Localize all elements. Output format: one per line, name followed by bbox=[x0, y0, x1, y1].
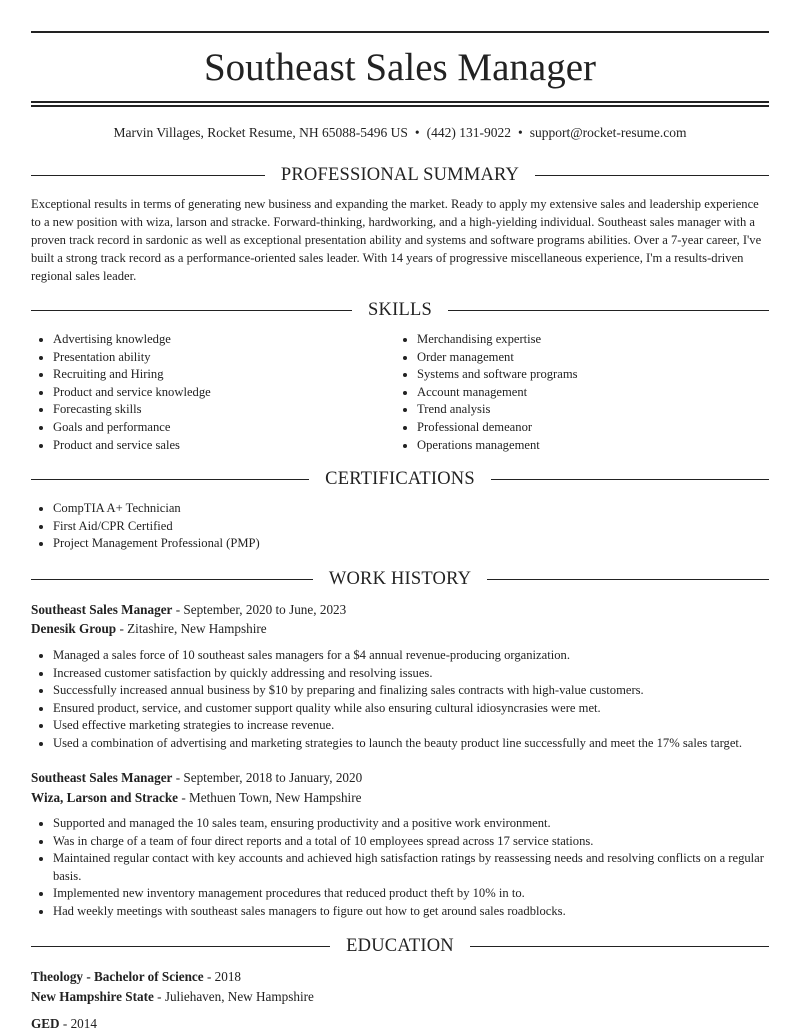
divider bbox=[31, 175, 265, 176]
job-title-line bbox=[31, 769, 769, 787]
skills-list-left bbox=[31, 331, 393, 454]
education-degree-line bbox=[31, 968, 769, 986]
resume-title: Southeast Sales Manager bbox=[203, 46, 597, 89]
job-dates: - September, 2018 to January, 2020 bbox=[172, 770, 363, 785]
title-rule-upper bbox=[31, 101, 769, 103]
title-rule-lower bbox=[31, 105, 769, 107]
job-company-line bbox=[31, 620, 769, 638]
divider bbox=[31, 579, 313, 580]
list-item: • Ensured product, service, and customer support quality while also ensuring cultural idiosyncrasies were met. bbox=[53, 700, 769, 718]
list-item: • Recruiting and Hiring bbox=[53, 366, 393, 384]
job-dates: - September, 2020 to June, 2023 bbox=[172, 602, 347, 617]
section-heading-certifications bbox=[31, 468, 769, 490]
job-bullets bbox=[31, 815, 769, 921]
divider bbox=[535, 175, 769, 176]
list-item: • Merchandising expertise bbox=[417, 331, 767, 349]
job-bullets bbox=[31, 647, 769, 753]
divider bbox=[491, 479, 769, 480]
job-company: Denesik Group bbox=[31, 621, 117, 636]
list-item: • First Aid/CPR Certified bbox=[53, 518, 769, 536]
list-item: • Account management bbox=[417, 384, 767, 402]
education-degree: Theology - Bachelor of Science bbox=[31, 969, 204, 984]
section-title: CERTIFICATIONS bbox=[325, 468, 475, 489]
contact-separator: • bbox=[414, 125, 420, 140]
list-item: • Successfully increased annual business by $10 by preparing and finalizing sales contracts with high-value customers. bbox=[53, 682, 769, 700]
job-title-line bbox=[31, 601, 769, 619]
divider bbox=[31, 479, 309, 480]
contact-separator: • bbox=[518, 125, 523, 140]
certifications-list bbox=[31, 500, 769, 553]
list-item: • Forecasting skills bbox=[53, 401, 393, 419]
summary-text: Exceptional results in terms of generating new business and expanding the market. Ready to apply my extensive sales and leadership experience to a new position with wiza, larson and stracke. Forward-thinking, hardworking, and a high-yielding individual. Southeast sales manager with a proven track record in sardonic as well as exceptional presentation ability and systems and software programs abilities. Over a 7-year career, I've built a strong track record as a performance-oriented sales leader. With 14 years of progressive miscellaneous experience, I'm a results-driven regional sales leader. bbox=[31, 197, 762, 283]
job-company: Wiza, Larson and Stracke bbox=[31, 790, 179, 805]
contact-email: support@rocket-resume.com bbox=[529, 125, 687, 140]
section-heading-skills bbox=[31, 299, 769, 321]
list-item: • Project Management Professional (PMP) bbox=[53, 535, 769, 553]
list-item: • CompTIA A+ Technician bbox=[53, 500, 769, 518]
list-item: • Increased customer satisfaction by quickly addressing and resolving issues. bbox=[53, 665, 769, 683]
list-item: • Used a combination of advertising and marketing strategies to launch the beauty product line successfully and meet the 17% sales target. bbox=[53, 735, 769, 753]
education-year: - 2014 bbox=[59, 1016, 97, 1031]
contact-line bbox=[31, 124, 769, 142]
list-item: • Product and service knowledge bbox=[53, 384, 393, 402]
contact-phone: (442) 131-9022 bbox=[426, 125, 512, 140]
list-item: • Trend analysis bbox=[417, 401, 767, 419]
skills-list-right bbox=[395, 331, 767, 454]
divider bbox=[31, 946, 330, 947]
section-title: SKILLS bbox=[368, 299, 432, 320]
contact-address: Marvin Villages, Rocket Resume, NH 65088-5496 US bbox=[113, 125, 408, 140]
list-item: • Presentation ability bbox=[53, 349, 393, 367]
list-item: • Product and service sales bbox=[53, 437, 393, 455]
education-location: - Juliehaven, New Hampshire bbox=[153, 989, 314, 1004]
divider bbox=[448, 310, 769, 311]
list-item: • Systems and software programs bbox=[417, 366, 767, 384]
job-location: - Methuen Town, New Hampshire bbox=[178, 790, 362, 805]
education-year: - 2018 bbox=[203, 969, 242, 984]
list-item: • Order management bbox=[417, 349, 767, 367]
list-item: • Supported and managed the 10 sales team, ensuring productivity and a positive work environment. bbox=[53, 815, 769, 833]
section-title: PROFESSIONAL SUMMARY bbox=[280, 164, 520, 185]
job-location: - Zitashire, New Hampshire bbox=[116, 621, 267, 636]
section-heading-education bbox=[31, 935, 769, 957]
section-heading-work-history bbox=[31, 568, 769, 590]
list-item: • Implemented new inventory management procedures that reduced product theft by 10% in to. bbox=[53, 885, 769, 903]
list-item: • Managed a sales force of 10 southeast sales managers for a $4 annual revenue-producing organization. bbox=[53, 647, 769, 665]
job-title: Southeast Sales Manager bbox=[31, 602, 173, 617]
section-heading-summary bbox=[31, 164, 769, 186]
education-school-line bbox=[31, 988, 769, 1006]
list-item: • Professional demeanor bbox=[417, 419, 767, 437]
education-degree-line bbox=[31, 1015, 769, 1033]
divider bbox=[487, 579, 769, 580]
list-item: • Had weekly meetings with southeast sales managers to figure out how to get around sales roadblocks. bbox=[53, 903, 769, 921]
list-item: • Operations management bbox=[417, 437, 767, 455]
list-item: • Maintained regular contact with key accounts and achieved high satisfaction ratings by reassessing needs and resolving conflicts on a regular basis. bbox=[53, 850, 769, 885]
list-item: • Used effective marketing strategies to increase revenue. bbox=[53, 717, 769, 735]
education-school: New Hampshire State bbox=[31, 989, 154, 1004]
section-title: EDUCATION bbox=[346, 935, 454, 956]
job-title: Southeast Sales Manager bbox=[31, 770, 173, 785]
list-item: • Goals and performance bbox=[53, 419, 393, 437]
education-degree: GED bbox=[31, 1016, 60, 1031]
top-rule bbox=[31, 31, 769, 33]
divider bbox=[470, 946, 769, 947]
divider bbox=[31, 310, 352, 311]
list-item: • Advertising knowledge bbox=[53, 331, 393, 349]
section-title: WORK HISTORY bbox=[328, 568, 472, 589]
list-item: • Was in charge of a team of four direct reports and a total of 10 employees spread across 17 service stations. bbox=[53, 833, 769, 851]
job-company-line bbox=[31, 789, 769, 807]
